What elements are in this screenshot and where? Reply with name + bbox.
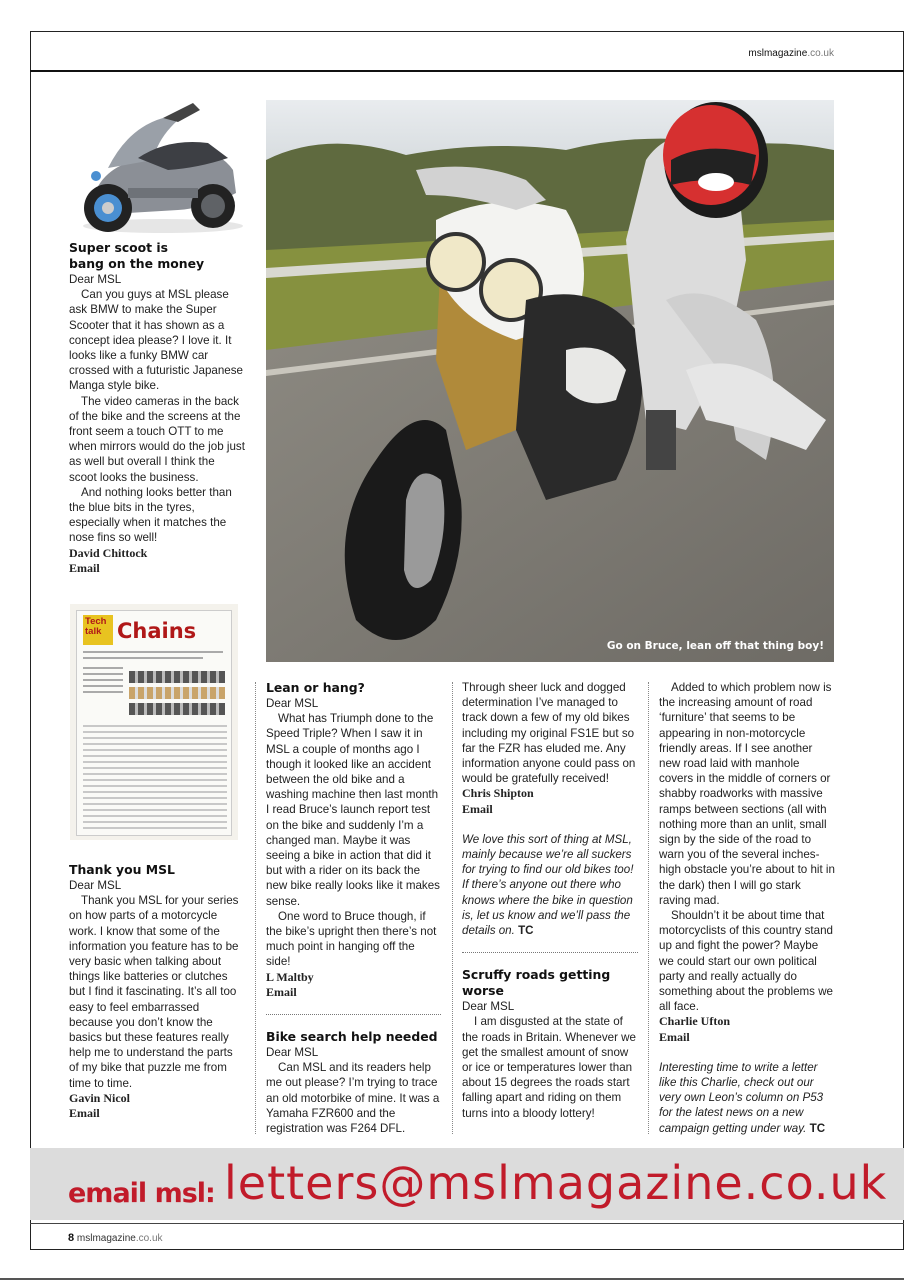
reply-signature: TC: [518, 924, 534, 938]
letter-scruffy-roads: [462, 967, 638, 1121]
clipping-title: Chains: [117, 619, 197, 643]
column-2: [266, 680, 441, 1136]
letter-salutation: Dear MSL: [462, 1000, 515, 1014]
clipping-body-text: [83, 725, 227, 829]
chain-image-2: [129, 687, 225, 699]
chain-image-1: [129, 671, 225, 683]
letter-author: Gavin Nicol: [69, 1090, 131, 1105]
letter-via: Email: [462, 801, 493, 816]
motorcycle-photo: [266, 100, 834, 662]
footer-rule: [30, 1223, 904, 1224]
letter-salutation: Dear MSL: [69, 273, 122, 286]
letter-lean-or-hang: [266, 680, 441, 1000]
letter-author: David Chittock: [69, 545, 148, 560]
letter-via: Email: [659, 1029, 690, 1044]
letter-title: Bike search help needed: [266, 1029, 438, 1045]
letter-paragraph: Thank you MSL for your series on how parts of a motorcycle work. I know that some of the information you feature has to be very basic when talking about things like batteries or clutches but I find it fascinating. It’s all too easy to feel embarrassed because you don’t know the basics but these features really help me to understand the parts of my bike that puzzle me from time to time.: [69, 894, 239, 1090]
letter-via: Email: [69, 560, 100, 575]
letter-separator: [462, 952, 638, 953]
reply-signature: TC: [809, 1121, 826, 1135]
email-banner: [30, 1148, 904, 1220]
scooter-image: [68, 98, 246, 236]
page-number: 8: [68, 1232, 75, 1244]
page-frame-bottom: [30, 1249, 904, 1250]
email-banner-label: email msl:: [68, 1178, 215, 1209]
letter-title: Lean or hang?: [266, 680, 365, 695]
letter-thank-you: [69, 862, 245, 1121]
letter-paragraph: Can you guys at MSL please ask BMW to make the Super Scooter that it has shown as a concept idea please? I love it. It looks like a funky BMW car crossed with a futuristic Japanese Manga style bike.: [69, 288, 243, 393]
letter-continuation: Through sheer luck and dogged determination I’ve managed to track down a few of my old bikes including my original FS1E but so far the FZR has eluded me. Any information anyone could pass on would be gratefully received!: [462, 681, 636, 786]
letter-via: Email: [266, 984, 297, 999]
tech-talk-clipping: [70, 604, 238, 840]
letter-paragraph: The video cameras in the back of the bike and the screens at the front seem a touch OTT to me when mirrors would do the job just as well but overall I think the scoot looks the business.: [69, 394, 245, 484]
letter-paragraph: And nothing looks better than the blue bits in the tyres, especially when it matches the nose fins so well!: [69, 485, 232, 545]
footer-site-url[interactable]: mslmagazine.co.uk: [76, 1233, 163, 1244]
letter-salutation: Dear MSL: [266, 697, 319, 710]
tech-talk-tag: Tech talk: [83, 615, 113, 645]
letter-salutation: Dear MSL: [266, 1046, 319, 1060]
letter-title: Scruffy roads getting worse: [462, 967, 611, 999]
letter-author: L Maltby: [266, 969, 314, 984]
photo-caption: Go on Bruce, lean off that thing boy!: [606, 640, 824, 652]
letter-paragraph: Can MSL and its readers help me out please? I’m trying to trace an old motorbike of mine. It was a Yamaha FZR600 and the registration was F264 DFL.: [266, 1061, 440, 1136]
site-url-prefix: mslmagazine: [748, 48, 808, 59]
letter-salutation: Dear MSL: [69, 879, 122, 892]
column-3: [462, 680, 638, 1121]
email-address-link[interactable]: letters@mslmagazine.co.uk: [224, 1156, 888, 1210]
letter-paragraph: Shouldn’t it be about time that motorcyclists of this country stand up and fight the power? Maybe we could start our own political party and really actually do something about the problems we all face.: [659, 909, 834, 1014]
letter-super-scoot: [69, 240, 245, 576]
letter-paragraph: What has Triumph done to the Speed Triple? When I saw it in MSL a couple of months ago I though it looked like an accident between the old bike and a washing machine then last month I read Bruce’s launch report test on the bike and suddenly I’m a changed man. Maybe it was seeing a bike in action that did it but with a rider on its back the new bike really looks like it makes sense.: [266, 712, 440, 908]
column-divider: [648, 682, 650, 1134]
letter-via: Email: [69, 1106, 100, 1121]
letter-title: Super scoot is bang on the money: [69, 240, 205, 271]
page-frame-left: [30, 31, 31, 1250]
chain-image-3: [129, 703, 225, 715]
column-4: [659, 680, 835, 1136]
letter-bike-search: [266, 1029, 441, 1136]
letter-author: Chris Shipton: [462, 786, 534, 801]
header-rule: [30, 70, 904, 72]
letter-author: Charlie Ufton: [659, 1014, 730, 1029]
letter-title: Thank you MSL: [69, 862, 175, 877]
column-divider: [452, 682, 454, 1134]
letter-paragraph: I am disgusted at the state of the roads in Britain. Whenever we get the smallest amount of snow or ice or temperatures lower than about 15 degrees the roads start falling apart and riding on them turns into a bloody lottery!: [462, 1015, 636, 1120]
site-url-suffix: .co.uk: [807, 48, 834, 59]
letter-paragraph: One word to Bruce though, if the bike’s upright then there’s not much point in hanging off the side!: [266, 909, 437, 969]
header-site-url[interactable]: [748, 48, 834, 59]
editor-reply: We love this sort of thing at MSL, mainly because we’re all suckers for trying to find our old bikes too! If there’s anyone out there who knows where the bike in question is, let us know and we’ll pass the details on. TC: [462, 832, 634, 938]
editor-reply: Interesting time to write a letter like this Charlie, check out our very own Leon’s column on P53 for the latest news on a new campaign getting under way. TC: [659, 1060, 826, 1135]
letter-paragraph: Added to which problem now is the increasing amount of road ‘furniture’ that seems to be appearing in non-motorcycle friendly areas. If I see another new road laid with manhole covers in the middle of corners or shabby roadworks with massive ramps between sections (all with nothing more than an unlit, small sign by the side of the road to warn you of the several inches-high obstacle you’re about to hit in the dark) then I will go stark raving mad.: [659, 681, 835, 907]
letter-separator: [266, 1014, 441, 1015]
column-divider: [255, 682, 257, 1134]
page-frame-top: [30, 31, 904, 32]
footer: [68, 1232, 163, 1244]
